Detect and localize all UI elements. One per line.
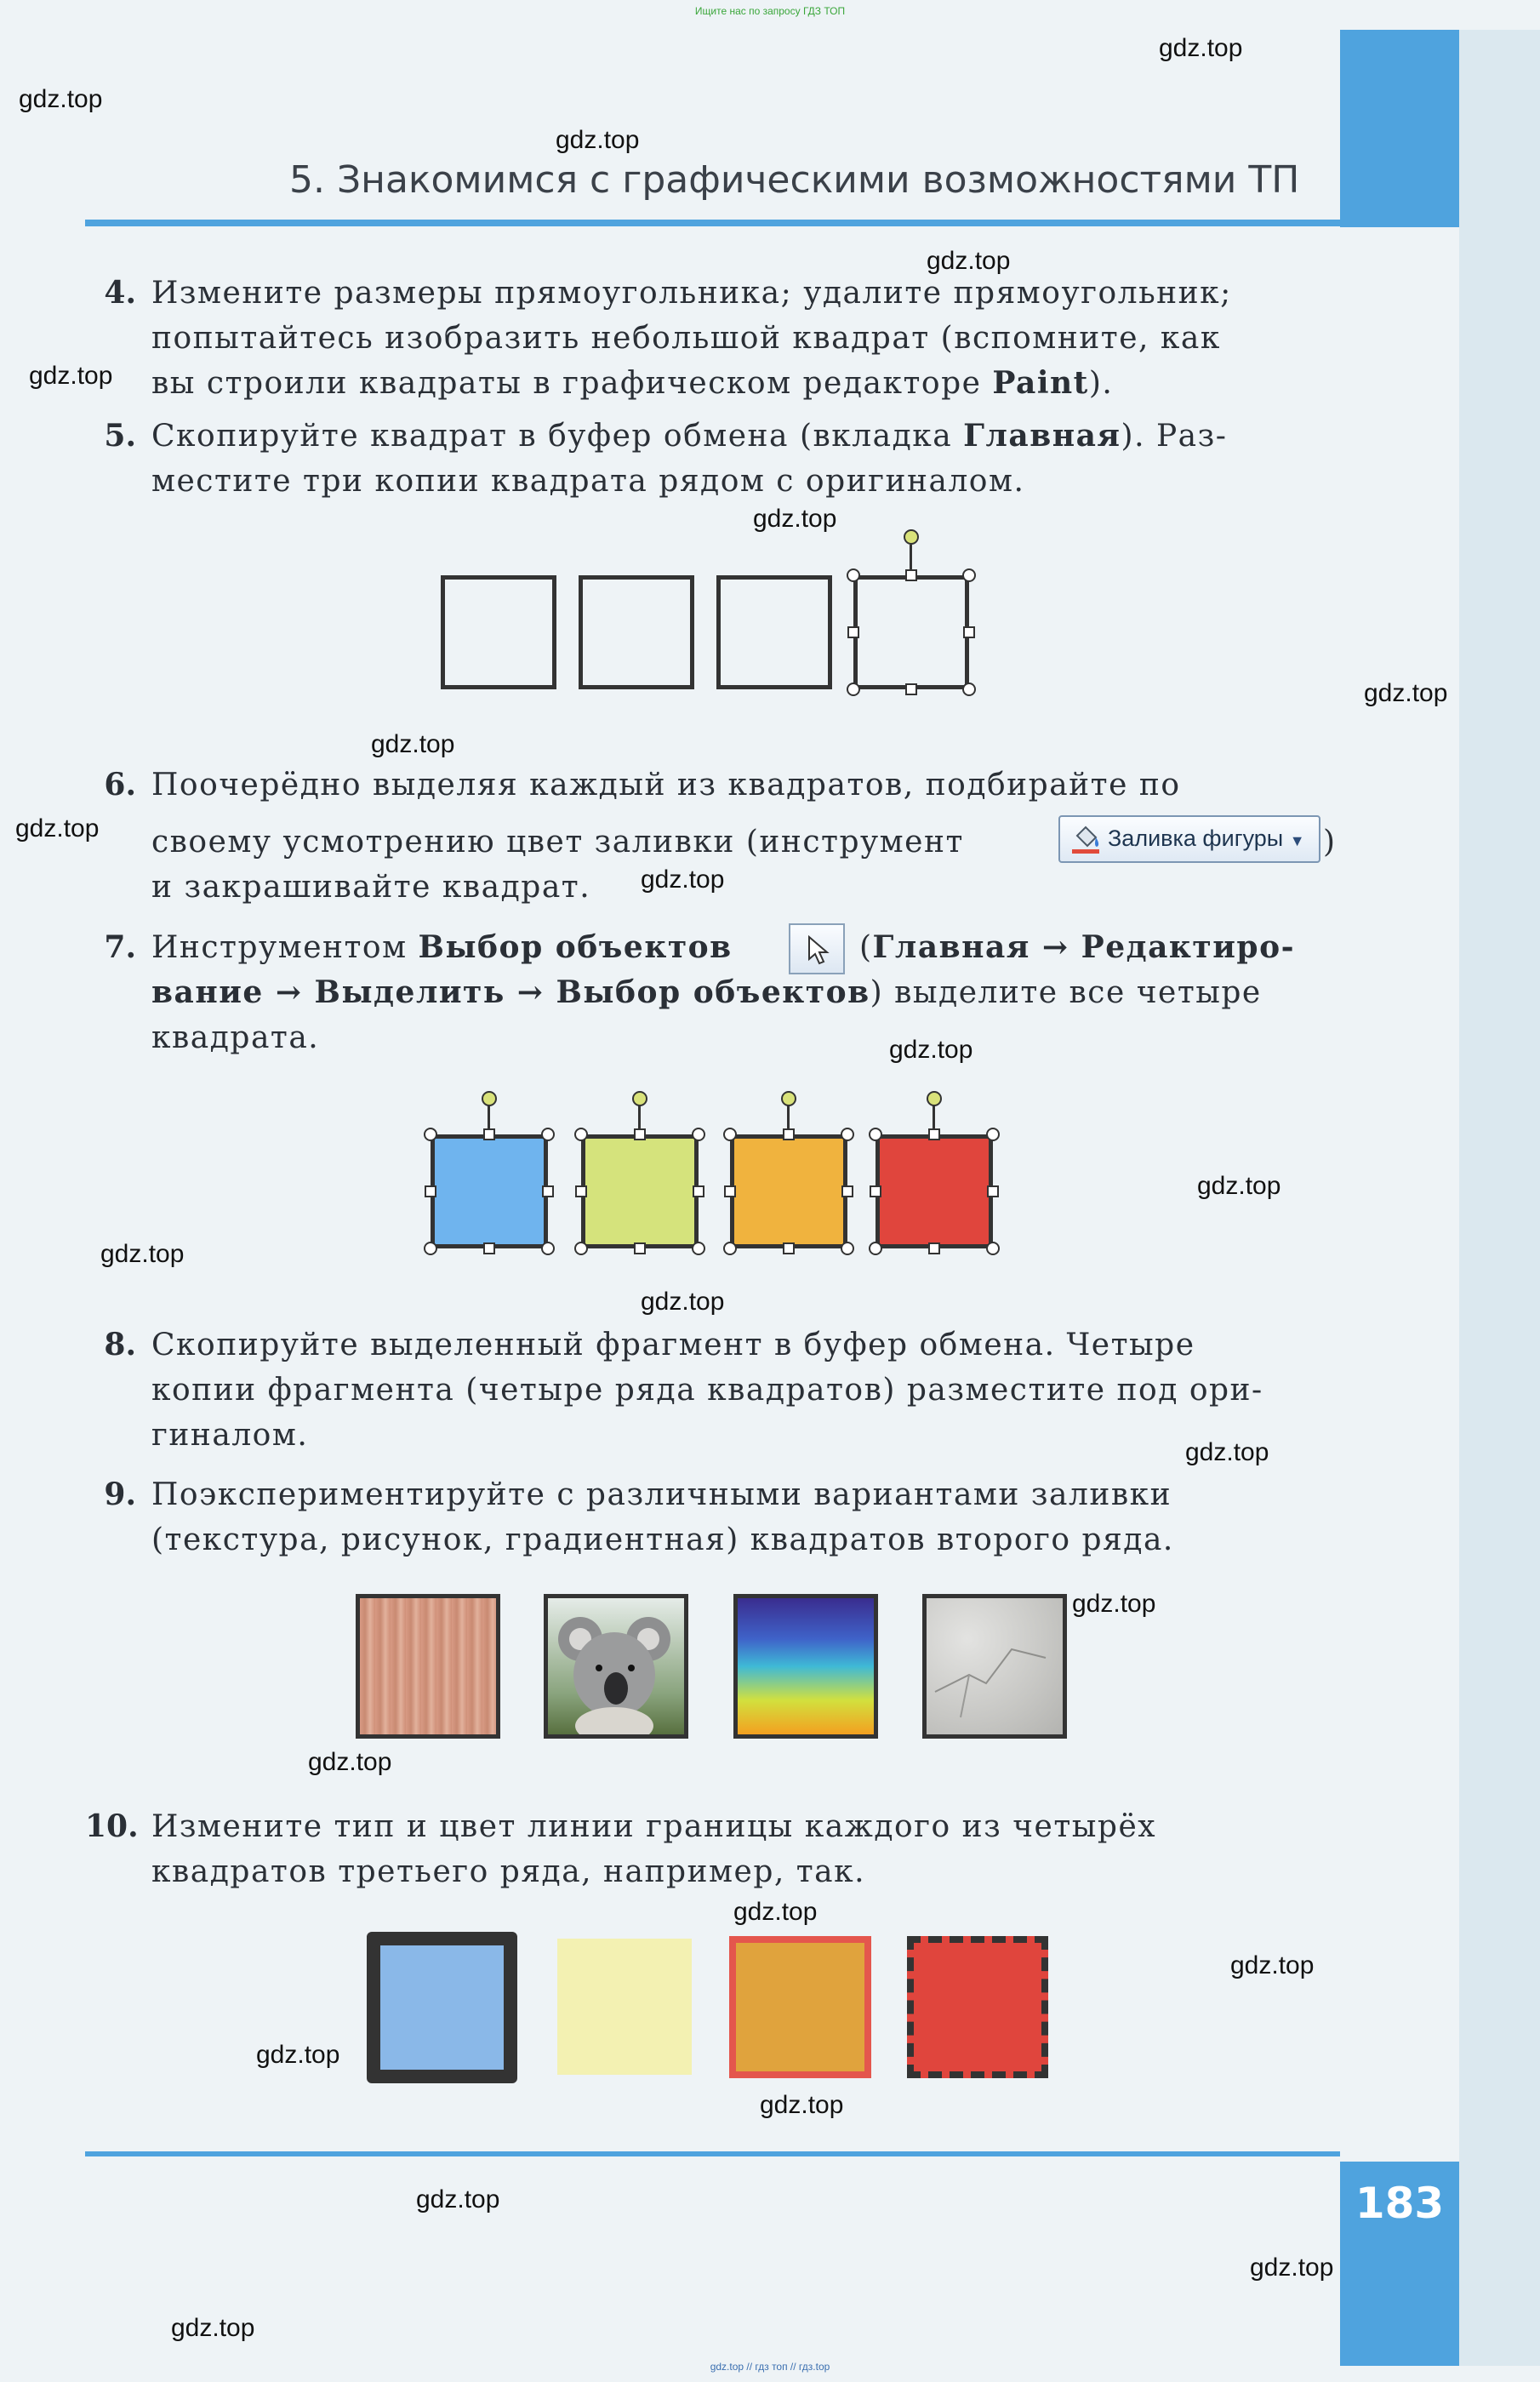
task-7-line-1b: (Главная → Редактиро- — [859, 929, 1296, 965]
stone-texture-square — [922, 1594, 1067, 1739]
watermark: gdz.top — [889, 1036, 973, 1064]
task-6-line-1: Поочерёдно выделяя каждый из квадратов, подбирайте по — [151, 768, 1181, 803]
dashed-border-square — [907, 1936, 1048, 2078]
task-8-line-3: гиналом. — [151, 1418, 309, 1453]
stone-cracks — [927, 1598, 1063, 1734]
side-handle[interactable] — [542, 1185, 554, 1197]
page-title: 5. Знакомимся с графическими возможностями ТП — [289, 158, 1300, 202]
top-search-note: Ищите нас по запросу ГДЗ ТОП — [694, 5, 846, 17]
watermark: gdz.top — [1364, 679, 1448, 707]
gradient-square — [733, 1594, 878, 1739]
watermark: gdz.top — [1230, 1951, 1315, 1979]
task-10-line-1: Измените тип и цвет линии границы каждого из четырёх — [151, 1809, 1157, 1844]
watermark: gdz.top — [753, 505, 837, 533]
side-handle[interactable] — [783, 1128, 795, 1140]
corner-handle[interactable] — [692, 1242, 705, 1255]
task-number: 6. — [104, 767, 136, 803]
watermark: gdz.top — [371, 730, 455, 758]
task-6-line-2: своему усмотрению цвет заливки (инструмент — [151, 825, 964, 860]
task-number: 8. — [104, 1327, 136, 1362]
watermark: gdz.top — [15, 814, 100, 843]
watermark: gdz.top — [100, 1240, 185, 1268]
outline-square — [579, 575, 694, 689]
side-handle[interactable] — [575, 1185, 587, 1197]
side-handle[interactable] — [870, 1185, 881, 1197]
header-rule — [85, 220, 1340, 226]
corner-handle[interactable] — [986, 1242, 1000, 1255]
footer-rule — [85, 2151, 1340, 2156]
rotation-handle[interactable] — [632, 1091, 647, 1106]
red-square[interactable] — [876, 1134, 993, 1248]
rotation-handle[interactable] — [781, 1091, 796, 1106]
task-6-line-3: и закрашивайте квадрат. — [151, 870, 591, 905]
task-4-line-2: попытайтесь изобразить небольшой квадрат (вспомните, как — [151, 321, 1221, 356]
watermark: gdz.top — [308, 1748, 392, 1776]
watermark: gdz.top — [416, 2185, 500, 2213]
watermark: gdz.top — [1185, 1438, 1269, 1466]
paint-bucket-icon — [1070, 824, 1101, 854]
corner-handle[interactable] — [424, 1242, 437, 1255]
task-7-line-3: квадрата. — [151, 1020, 320, 1055]
task-4-line-3: вы строили квадраты в графическом редакторе Paint). — [151, 365, 1114, 401]
watermark: gdz.top — [760, 2091, 844, 2119]
side-handle[interactable] — [963, 626, 975, 638]
side-handle[interactable] — [905, 683, 917, 695]
watermark: gdz.top — [1250, 2253, 1334, 2282]
rotation-handle[interactable] — [927, 1091, 942, 1106]
outline-square — [716, 575, 832, 689]
task-8-line-1: Скопируйте выделенный фрагмент в буфер обмена. Четыре — [151, 1328, 1195, 1362]
watermark: gdz.top — [641, 865, 725, 894]
side-handle[interactable] — [693, 1185, 704, 1197]
select-objects-tool[interactable] — [789, 923, 845, 974]
task-9-line-2: (текстура, рисунок, градиентная) квадратов второго ряда. — [151, 1522, 1174, 1557]
task-number: 5. — [104, 418, 136, 454]
corner-handle[interactable] — [847, 568, 860, 582]
red-border-square — [729, 1936, 871, 2078]
rotation-handle[interactable] — [482, 1091, 497, 1106]
side-handle[interactable] — [847, 626, 859, 638]
watermark: gdz.top — [927, 247, 1011, 275]
corner-handle[interactable] — [723, 1128, 737, 1141]
task-5-line-2: местите три копии квадрата рядом с оригиналом. — [151, 464, 1025, 499]
task-number: 7. — [104, 929, 136, 965]
corner-handle[interactable] — [574, 1128, 588, 1141]
shape-fill-button[interactable] — [1058, 815, 1320, 863]
orange-square[interactable] — [730, 1134, 847, 1248]
side-handle[interactable] — [987, 1185, 999, 1197]
task-5-line-1: Скопируйте квадрат в буфер обмена (вкладка Главная). Раз- — [151, 418, 1228, 454]
watermark: gdz.top — [19, 85, 103, 113]
task-7-line-2: вание → Выделить → Выбор объектов) выделите все четыре — [151, 974, 1262, 1010]
page-edge — [1459, 30, 1540, 2366]
corner-handle[interactable] — [692, 1128, 705, 1141]
side-handle[interactable] — [425, 1185, 436, 1197]
corner-handle[interactable] — [541, 1242, 555, 1255]
side-handle[interactable] — [841, 1185, 853, 1197]
page-number: 183 — [1355, 2179, 1445, 2228]
task-7-line-1a: Инструментом Выбор объектов — [151, 929, 733, 965]
selected-outline-square[interactable] — [853, 575, 969, 689]
side-handle[interactable] — [928, 1128, 940, 1140]
green-square[interactable] — [581, 1134, 699, 1248]
no-border-square — [557, 1939, 692, 2075]
corner-handle[interactable] — [962, 683, 976, 696]
side-handle[interactable] — [634, 1242, 646, 1254]
corner-handle[interactable] — [841, 1242, 854, 1255]
corner-handle[interactable] — [986, 1128, 1000, 1141]
wood-texture-square — [356, 1594, 500, 1739]
side-handle[interactable] — [783, 1242, 795, 1254]
task-6-paren: ) — [1323, 825, 1337, 860]
side-handle[interactable] — [483, 1128, 495, 1140]
corner-handle[interactable] — [424, 1128, 437, 1141]
thick-border-square — [367, 1932, 517, 2083]
side-handle[interactable] — [724, 1185, 736, 1197]
bottom-note: gdz.top // гдз топ // гдз.top — [710, 2361, 830, 2373]
rotation-handle[interactable] — [904, 529, 919, 545]
task-number: 10. — [85, 1808, 139, 1844]
watermark: gdz.top — [556, 126, 640, 154]
koala-picture-square — [544, 1594, 688, 1739]
corner-handle[interactable] — [869, 1242, 882, 1255]
corner-handle[interactable] — [869, 1128, 882, 1141]
watermark: gdz.top — [1159, 34, 1243, 62]
watermark: gdz.top — [733, 1898, 818, 1926]
corner-handle[interactable] — [841, 1128, 854, 1141]
shape-fill-button-label: Заливка фигуры — [1108, 825, 1284, 851]
watermark: gdz.top — [29, 362, 113, 390]
task-4-line-1: Измените размеры прямоугольника; удалите прямоугольник; — [151, 276, 1232, 311]
watermark: gdz.top — [1197, 1172, 1281, 1200]
task-number: 9. — [104, 1477, 136, 1512]
watermark: gdz.top — [256, 2041, 340, 2069]
chevron-down-icon: ▼ — [1289, 832, 1305, 849]
corner-handle[interactable] — [962, 568, 976, 582]
task-8-line-2: копии фрагмента (четыре ряда квадратов) разместите под ори- — [151, 1373, 1263, 1408]
corner-handle[interactable] — [541, 1128, 555, 1141]
watermark: gdz.top — [641, 1288, 725, 1316]
corner-handle[interactable] — [847, 683, 860, 696]
task-10-line-2: квадратов третьего ряда, например, так. — [151, 1854, 866, 1889]
side-handle[interactable] — [483, 1242, 495, 1254]
task-9-line-1: Поэкспериментируйте с различными вариантами заливки — [151, 1477, 1172, 1512]
task-number: 4. — [104, 275, 136, 311]
corner-handle[interactable] — [723, 1242, 737, 1255]
watermark: gdz.top — [171, 2314, 255, 2342]
side-handle[interactable] — [905, 569, 917, 581]
side-handle[interactable] — [928, 1242, 940, 1254]
koala-picture — [548, 1598, 684, 1734]
outline-square — [441, 575, 556, 689]
watermark: gdz.top — [1072, 1590, 1156, 1618]
side-handle[interactable] — [634, 1128, 646, 1140]
corner-handle[interactable] — [574, 1242, 588, 1255]
blue-square[interactable] — [431, 1134, 548, 1248]
cursor-arrow-icon — [806, 935, 831, 969]
sidebar-tab-top — [1340, 30, 1459, 227]
